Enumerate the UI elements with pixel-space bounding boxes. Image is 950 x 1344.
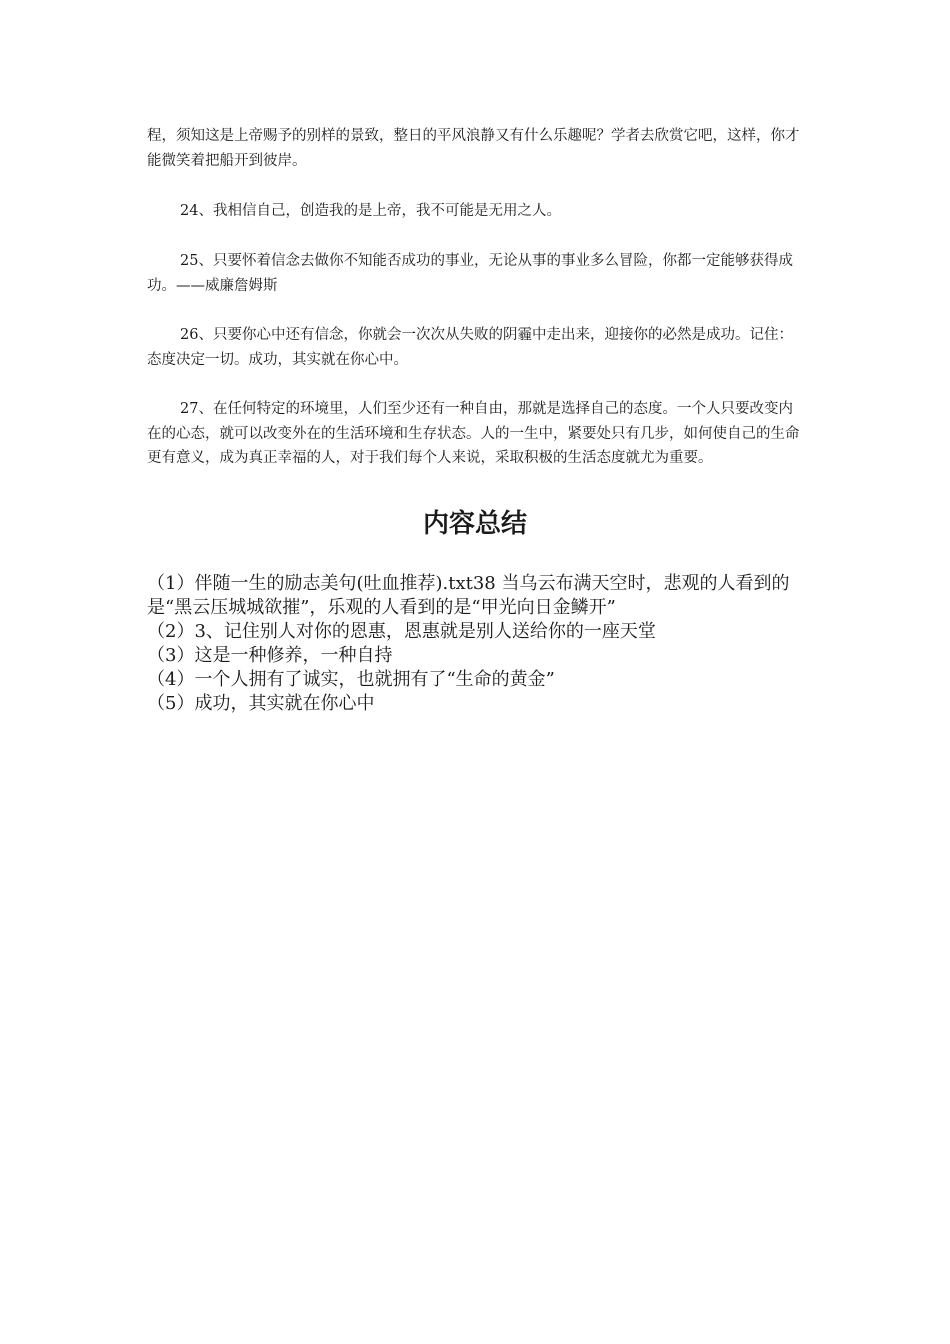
summary-item: （3）这是一种修养，一种自持 [147,645,393,666]
summary-item: （1）伴随一生的励志美句(吐血推荐).txt38 当乌云布满天空时，悲观的人看到的是“黑云压城城欲摧”，乐观的人看到的是“甲光向日金鳞开” [147,573,790,618]
summary-item: （5）成功，其实就在你心中 [147,693,375,714]
paragraph-quote-27: 27、在任何特定的环境里，人们至少还有一种自由，那就是选择自己的态度。一个人只要改变内在的心态，就可以改变外在的生活环境和生存状态。人的一生中，紧要处只有几步，如何使自己的生命更有意义，成为真正幸福的人，对于我们每个人来说，采取积极的生活态度就尤为重要。 [147,401,800,466]
summary-item: （2）3、记住别人对你的恩惠，恩惠就是别人送给你的一座天堂 [147,621,656,642]
summary-item: （4）一个人拥有了诚实，也就拥有了“生命的黄金” [147,669,555,690]
summary-list [147,572,807,716]
paragraph-quote-25: 25、只要怀着信念去做你不知能否成功的事业，无论从事的事业多么冒险，你都一定能够获得成功。——威廉詹姆斯 [147,253,793,294]
summary-title: 内容总结 [422,509,527,539]
paragraph-quote-24: 24、我相信自己，创造我的是上帝，我不可能是无用之人。 [180,203,561,219]
paragraph-continuation: 程，须知这是上帝赐予的别样的景致，整日的平风浪静又有什么乐趣呢？学者去欣赏它吧，这样，你才能微笑着把船开到彼岸。 [147,128,800,169]
paragraph-quote-26: 26、只要你心中还有信念，你就会一次次从失败的阴霾中走出来，迎接你的必然是成功。记住：态度决定一切。成功，其实就在你心中。 [147,327,793,368]
